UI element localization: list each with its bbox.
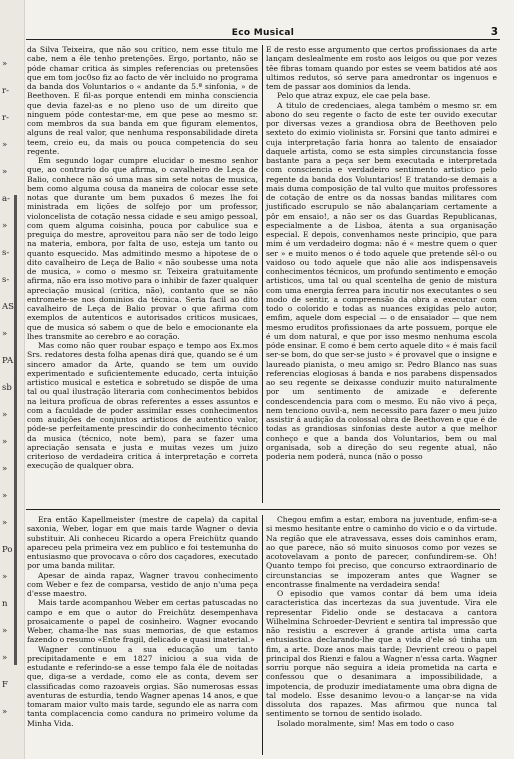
- gutter-fragment: »: [2, 518, 8, 528]
- paragraph: Apesar de ainda rapaz, Wagner travou conhecimento com Weber e fez de comparsa, vestido de anjo n'uma peça d'esse maestro.: [27, 570, 258, 598]
- publication-title: Eco Musical: [231, 28, 295, 38]
- paragraph: Isolado moralmente, sim! Mas em todo o caso: [277, 718, 455, 728]
- gutter-fragment: »: [2, 491, 8, 501]
- paragraph: E de resto esse argumento que certos profissionaes da arte lançam deslealmente em rosto aos leigos ou que por vezes têe fibras tomam quando por estes se veem batidos até aos ultimos redutos, só serve para amedrontar os ingenuos e tem de passar aos dominios da lenda.: [266, 45, 497, 91]
- gutter-fragment: s-: [2, 248, 10, 258]
- gutter-fragment: »: [2, 59, 8, 69]
- gutter-fragment: r-: [2, 86, 9, 96]
- gutter-fragment: »: [2, 167, 8, 177]
- header-rule: [26, 39, 500, 40]
- binding-mark: [14, 195, 17, 665]
- gutter-fragment: »: [2, 464, 8, 474]
- gutter-fragment: AS: [2, 302, 14, 312]
- gutter-fragment: »: [2, 437, 8, 447]
- page-number: 3: [490, 26, 498, 38]
- gutter-fragment: PA: [2, 356, 14, 366]
- gutter-fragment: r-: [2, 113, 9, 123]
- paragraph: O episodio que vamos contar dá bem uma ideia caracteristica das incertezas da sua juventude. Vira ele representar Fidelio onde se destacava a cantora Wilhelmina Schroeder-Devrient e sentira tal impressão que não resistiu a escrever á grande artista uma carta entusiastica declarando-lhe que a vida d'ele só tinha um fim, a arte. Doze anos mais tarde; Devrient creou o papel principal dos Rienzi e falou a Wagner n'essa carta. Wagner sorriu porque não seguira a ideia prometida na carta e confessou que o desanimara a impossibilidade, a impotencia, de produzir imediatamente uma obra digna de tal modelo. Esse desanimo levou-o a lançar-se na vida dissoluta dos rapazes. Mas afirmou que nunca tal sentimento se tornou de sentido isolado.: [266, 589, 497, 719]
- top-right-column: [266, 45, 497, 461]
- bottom-right-column: [266, 515, 497, 728]
- gutter-fragment: »: [2, 653, 8, 663]
- gutter-fragment: »: [2, 140, 8, 150]
- gutter-fragment: »: [2, 410, 8, 420]
- paragraph: Em segundo logar cumpre elucidar o mesmo senhor que, ao contrario do que afirma, o cavalheiro de Leça de Balio, conhece não só uma mas sim sete notas de musica, bem como alguma cousa da maneira de colocar esse sete notas que durante um bem puxados 6 mezes lhe foi ministrada em lições de solfejo por um professor, violoncelista de cotação nessa cidade e seu amigo pessoal, com quem alguma coisinha, pouca por cabulice sua e preguiça do mestre, aproveitou para não ser de todo leigo na materia, embora, por falta de uso, esteja um tanto ou quanto esquecido. Mas admitindo mesmo a hipotese de o dito cavalheiro de Leça de Balio « não soubesse uma nota de musica, » como o mesmo sr. Teixeira gratuitamente afirma, não era isso motivo para o inhibir de fazer qualquer apreciação musical (critica, não), contanto que se não entromete-se nos dominios da técnica. Seria facil ao dito cavalheiro de Leça de Balio provar o que afirma com exemplos de autenticos e autorisados criticos musicaes, que de musica só sabem o que de belo e emocionante ela lhes transmite ao cerebro e ao coração.: [27, 156, 258, 341]
- gutter-fragment: »: [2, 221, 8, 231]
- column-divider-top: [262, 45, 263, 503]
- gutter-fragment: Po: [2, 545, 13, 555]
- paragraph: Chegou emfim a estar, embora na juventude, enfim-se-a si mesmo hesitante entre o caminho do vicio e o da virtude. Na região que ele atravessava, esses dois caminhos eram, ao que parece, não só muito sinuosos como por vezes se acotovelavam a ponto de parecer, confundirem-se. Oh! Quanto tempo foi preciso, que concurso extraordinario de circunstancias se impozeram antes que Wagner se encontrasse finalmente na verdadeira senda!: [266, 515, 497, 589]
- gutter-fragment: »: [2, 626, 8, 636]
- adjacent-page-gutter: [0, 0, 25, 759]
- gutter-fragment: n: [2, 599, 8, 609]
- section-divider: [26, 509, 500, 510]
- gutter-fragment: sb: [2, 383, 12, 393]
- bottom-left-column: [27, 515, 258, 728]
- paragraph: A titulo de credenciaes, alega também o mesmo sr. em abono do seu regente o facto de este ter ouvido executar por diversas vezes a grandiosa obra de Beethoven pelo sexteto do eximio violinista sr. Forsini que tanto admirei e cuja interpretação faria honra ao talento de ensaiador daquele artista, como se esta simples circunstancia fosse bastante para a peça ser bem executada e interpretada com consciencia e verdadeiro sentimento artistico pelo regente da banda dos Voluntarios! E tratando-se demais a mais duma composição de tal vulto que muitos professores de cotação de entre os da nossas bandas militares com justificado escrupulo se não abalançariam certamente a pôr em ensaio!, a não ser os das Guardas Republicanas, especialmente a de Lisboa, átenta a sua organisação especial. E depois, convenhamos neste principio, que para mim é um verdadeiro dogma: não é « mestre quem o quer ser » e muito menos o é todo aquele que pretende sêl-o ou vaidoso ou todo aquele que não alie aos indispensaveis conhecimentos técnicos, um profundo sentimento e emoção artisticos, uma tal ou qual scentelha de genio de mistura com uma energia ferrea para incutir nos executantes o seu modo de sentir, a compreensão da obra a executar com todo o colorido e todas as nuances exigidas pelo autor, emfim, aquele dom especial — o de ensaiador — que nem mesmo eruditos profissionaes da arte possuem, porque ele é um dom natural, e que por isso mesmo nenhuma escola póde ensinar. E como é bem certo aquele dito « é mais facil ser-se bom, do que ser-se justo » é provavel que o insigne e laureado pianista, o meu amigo sr. Pedro Blanco nas suas referencias elogiosas á banda e nos parabens dispensados ao seu regente se deixasse conduzir muito naturalmente por um sentimento de amizade e deferente condescendencia para com o mesmo. Eu não vivo á peça, nem tenciono ouvil-a, nem necessito para fazer o meu juizo assistir á audição da colossal obra de Beethoven e que é de todas as grandiosas sinfonias deste autor a que melhor conheço e que a banda dos Voluntarios, bem ou mal organisada, sob a direção do seu regente atual, não poderia nem poderá, nunca (não o posso: [266, 100, 497, 461]
- gutter-fragment: a-: [2, 194, 10, 204]
- paragraph: Wagner continuou a sua educação um tanto precipitadamente e em 1827 iniciou a sua vida de estudante e referindo-se a esse tempo fala éle de noitadas que, diga-se a verdade, como ele as conta, devem ser classificadas como razoaveis orgias. São numerosas essas aventuras de esturdia, tendo Wagner apenas 14 anos, e que tomaram maior vulto mais tarde, segundo ele as narra com tanta complacencia como candura no primeiro volume da Minha Vida.: [27, 644, 258, 728]
- paragraph: da Silva Teixeira, que não sou critico, nem esse titulo me cabe, nem a êle tenho pretenções. Ergo, portanto, não se póde chamar critica ás simples referencias ou pretensões que em tom joc0so fiz ao facto de vêr incluido no programa da banda dos Voluntarios o « andante da 5.ª sinfonia, » de Beethoven. E fil-as porque entendi em minha consciencia que devia fazel-as e no pleno uso de um direito que ninguem póde contestar-me, em que pese ao mesmo sr. com membros da sua banda em que figuram elementos, alguns de real valor, que nenhuma responsabilidade direta teem, creio eu, da mais ou pouca competencia do seu regente.: [27, 45, 258, 156]
- paragraph: Mais tarde acompanhou Weber em certas patuscadas no campo e em que o autor do Freichütz desempenhava prosaicamente o papel de cosinheiro. Wagner evocando Weber, chama-lhe nas suas memorias, de que estamos fazendo o resumo «Ente fragil, delicado e quasi imaterial.»: [27, 598, 258, 645]
- top-left-column: [27, 45, 258, 471]
- column-divider-bottom: [262, 515, 263, 755]
- paragraph: Pelo que atraz expuz, ele cae pela base.: [277, 91, 431, 101]
- gutter-fragment: »: [2, 572, 8, 582]
- gutter-fragment: »: [2, 707, 8, 717]
- gutter-fragment: F: [2, 680, 8, 690]
- paragraph: Mas como não quer roubar espaço e tempo aos Ex.mos Srs. redatores desta folha apenas dirá que, quando se é um sincero amador da Arte, quando se tem um ouvido experimentado e suficientemente educado, certa intuição artistico musical e estetica e sobretudo se dispõe de uma tal ou qual ilustração literaria com conhecimentos bebidos na leitura profícua de obras referentes a esses assuntos e com a faculdade de poder assimilar esses conhecimentos com audições de conjuntos artisticos de autentico valor, póde-se perfeitamente prescindir do conhecimento técnico da musica (técnico, note bem), para se fazer uma apreciação sensata e justa e muitas vezes um juizo criterioso de verdadeira critica á interpretação e correta execução de qualquer obra.: [27, 341, 258, 471]
- gutter-fragment: »: [2, 329, 8, 339]
- paragraph: Era então Kapellmeister (mestre de capela) da capital saxonia, Weber, logar em que mais tarde Wagner o devia substituir. Ali conheceu Ricardo a opera Freichütz quando apareceu pela primeira vez em publico e foi testemunha do entusiasmo que provocava o côro dos caçadores, executado por uma banda militar.: [27, 515, 258, 571]
- gutter-fragment: s-: [2, 275, 10, 285]
